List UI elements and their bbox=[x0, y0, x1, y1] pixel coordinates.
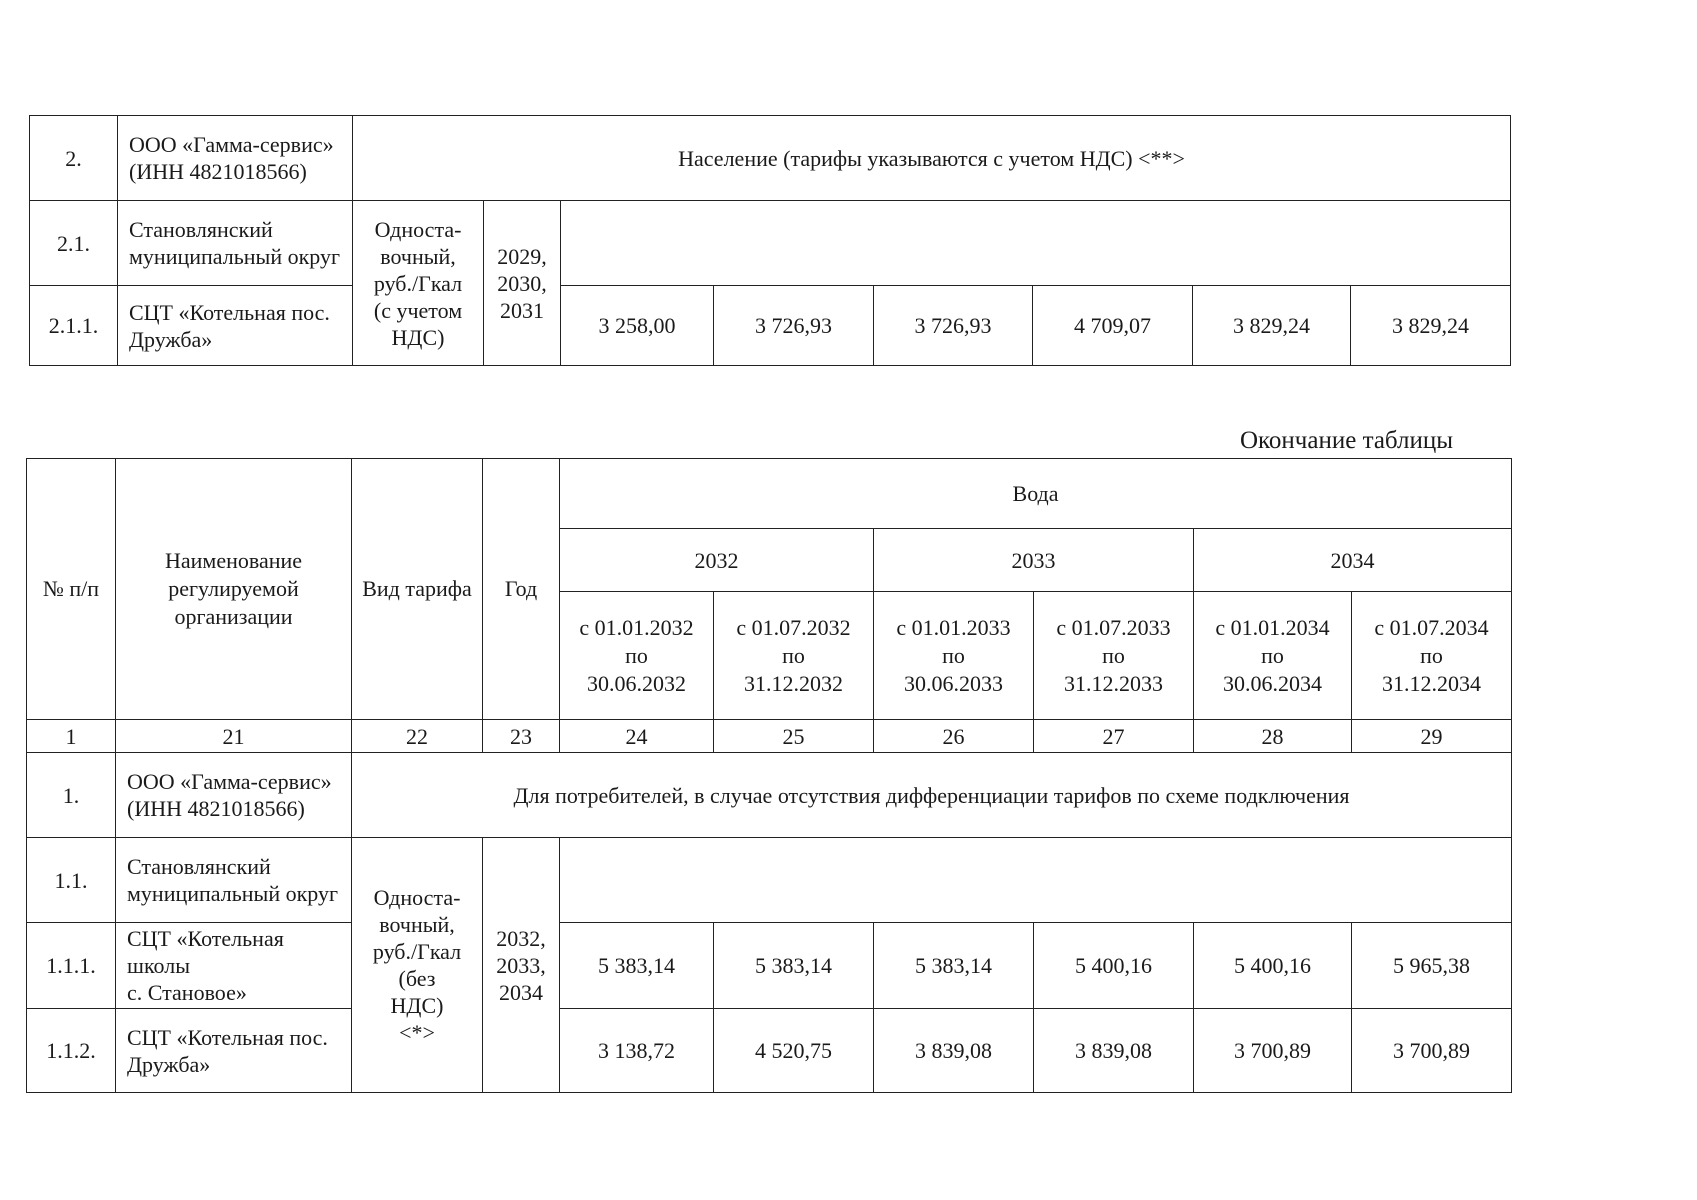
row-number: 2.1.1. bbox=[30, 286, 118, 366]
header-period: с 01.07.2033 по 31.12.2033 bbox=[1034, 592, 1194, 720]
row-number: 1.1.1. bbox=[27, 923, 116, 1009]
tariff-value: 5 383,14 bbox=[560, 923, 714, 1009]
tariff-value: 3 829,24 bbox=[1351, 286, 1511, 366]
column-number: 26 bbox=[874, 720, 1034, 753]
row-number: 2.1. bbox=[30, 201, 118, 286]
system-name: СЦТ «Котельная пос. Дружба» bbox=[116, 1009, 352, 1093]
header-period: с 01.07.2034 по 31.12.2034 bbox=[1352, 592, 1512, 720]
header-year-2034: 2034 bbox=[1194, 529, 1512, 592]
header-organization: Наименование регулируемой организации bbox=[116, 459, 352, 720]
row-number: 1. bbox=[27, 753, 116, 838]
tariff-value: 3 700,89 bbox=[1194, 1009, 1352, 1093]
table-row bbox=[27, 753, 1512, 838]
column-number: 24 bbox=[560, 720, 714, 753]
header-period: с 01.07.2032 по 31.12.2032 bbox=[714, 592, 874, 720]
column-number: 29 bbox=[1352, 720, 1512, 753]
row-number: 2. bbox=[30, 116, 118, 201]
table-caption: Окончание таблицы bbox=[1240, 427, 1454, 454]
table-row bbox=[30, 201, 1511, 286]
column-number: 25 bbox=[714, 720, 874, 753]
system-name: СЦТ «Котельная пос. Дружба» bbox=[118, 286, 353, 366]
row-number: 1.1. bbox=[27, 838, 116, 923]
tariff-value: 3 829,24 bbox=[1193, 286, 1351, 366]
header-group-water: Вода bbox=[560, 459, 1512, 529]
column-number: 23 bbox=[483, 720, 560, 753]
row-number: 1.1.2. bbox=[27, 1009, 116, 1093]
column-number: 1 bbox=[27, 720, 116, 753]
header-number: № п/п bbox=[27, 459, 116, 720]
consumer-group: Население (тарифы указываются с учетом НДС) <**> bbox=[353, 116, 1511, 201]
header-year-2032: 2032 bbox=[560, 529, 874, 592]
table-row bbox=[27, 923, 1512, 1009]
tariff-value: 4 520,75 bbox=[714, 1009, 874, 1093]
header-period: с 01.01.2034 по 30.06.2034 bbox=[1194, 592, 1352, 720]
tariff-value: 3 258,00 bbox=[561, 286, 714, 366]
tariff-value: 3 839,08 bbox=[1034, 1009, 1194, 1093]
tariff-value: 5 400,16 bbox=[1194, 923, 1352, 1009]
system-name: СЦТ «Котельная школы с. Становое» bbox=[116, 923, 352, 1009]
header-tariff-type: Вид тарифа bbox=[352, 459, 483, 720]
tariff-table-end bbox=[26, 458, 1512, 1093]
organization-name: ООО «Гамма-сервис» (ИНН 4821018566) bbox=[118, 116, 353, 201]
column-number: 28 bbox=[1194, 720, 1352, 753]
header-year-2033: 2033 bbox=[874, 529, 1194, 592]
column-number-row bbox=[27, 720, 1512, 753]
tariff-value: 5 400,16 bbox=[1034, 923, 1194, 1009]
tariff-value: 3 839,08 bbox=[874, 1009, 1034, 1093]
tariff-value: 5 383,14 bbox=[714, 923, 874, 1009]
tariff-value: 3 138,72 bbox=[560, 1009, 714, 1093]
header-period: с 01.01.2032 по 30.06.2032 bbox=[560, 592, 714, 720]
tariff-value: 5 383,14 bbox=[874, 923, 1034, 1009]
column-number: 27 bbox=[1034, 720, 1194, 753]
column-number: 21 bbox=[116, 720, 352, 753]
empty-cell bbox=[561, 201, 1511, 286]
header-year: Год bbox=[483, 459, 560, 720]
tariff-value: 3 726,93 bbox=[874, 286, 1033, 366]
table-row bbox=[30, 286, 1511, 366]
header-row bbox=[27, 459, 1512, 529]
tariff-value: 3 700,89 bbox=[1352, 1009, 1512, 1093]
tariff-table-continuation bbox=[29, 115, 1511, 366]
organization-name: ООО «Гамма-сервис» (ИНН 4821018566) bbox=[116, 753, 352, 838]
empty-cell bbox=[560, 838, 1512, 923]
consumer-group: Для потребителей, в случае отсутствия дифференциации тарифов по схеме подключения bbox=[352, 753, 1512, 838]
tariff-years: 2032, 2033, 2034 bbox=[483, 838, 560, 1093]
tariff-years: 2029, 2030, 2031 bbox=[484, 201, 561, 366]
table-row bbox=[27, 1009, 1512, 1093]
district-name: Становлянский муниципальный округ bbox=[118, 201, 353, 286]
district-name: Становлянский муниципальный округ bbox=[116, 838, 352, 923]
tariff-type: Односта- вочный, руб./Гкал (без НДС) <*> bbox=[352, 838, 483, 1093]
tariff-type: Односта- вочный, руб./Гкал (с учетом НДС) bbox=[353, 201, 484, 366]
table-row bbox=[27, 838, 1512, 923]
table-row bbox=[30, 116, 1511, 201]
tariff-value: 3 726,93 bbox=[714, 286, 874, 366]
header-period: с 01.01.2033 по 30.06.2033 bbox=[874, 592, 1034, 720]
column-number: 22 bbox=[352, 720, 483, 753]
tariff-value: 4 709,07 bbox=[1033, 286, 1193, 366]
tariff-value: 5 965,38 bbox=[1352, 923, 1512, 1009]
